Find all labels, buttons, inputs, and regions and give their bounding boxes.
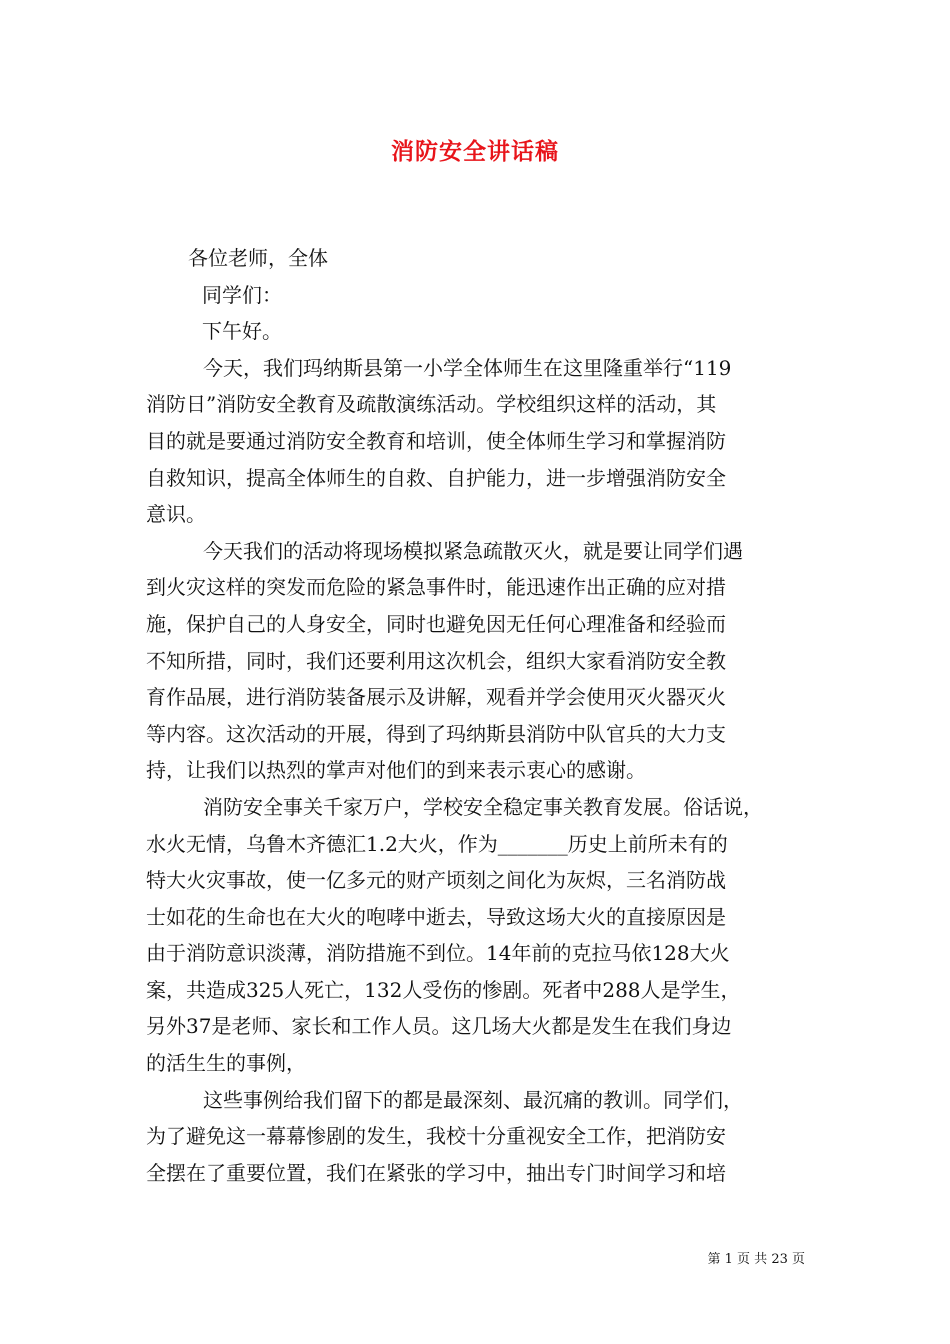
paragraph-line: 今天，我们玛纳斯县第一小学全体师生在这里隆重举行“119 bbox=[203, 355, 732, 380]
document-body bbox=[146, 240, 811, 1191]
paragraph-line: 育作品展，进行消防装备展示及讲解，观看并学会使用灭火器灭火 bbox=[146, 685, 726, 710]
paragraph-line: 意识。 bbox=[146, 502, 206, 527]
paragraph-line: 另外37是老师、家长和工作人员。这几场大火都是发生在我们身边 bbox=[146, 1014, 732, 1039]
paragraph-line: 全摆在了重要位置，我们在紧张的学习中，抽出专门时间学习和培 bbox=[146, 1160, 726, 1185]
paragraph-line: 到火灾这样的突发而危险的紧急事件时，能迅速作出正确的应对措 bbox=[146, 575, 726, 600]
paragraph-line: 水火无情，乌鲁木齐德汇1.2大火，作为_______历史上前所未有的 bbox=[146, 831, 728, 856]
document-title: 消防安全讲话稿 bbox=[391, 138, 559, 165]
paragraph-line: 士如花的生命也在大火的咆哮中逝去，导致这场大火的直接原因是 bbox=[146, 904, 726, 929]
paragraph-line: 消防安全事关千家万户，学校安全稳定事关教育发展。俗话说， bbox=[203, 794, 763, 819]
paragraph-line: 目的就是要通过消防安全教育和培训，使全体师生学习和掌握消防 bbox=[146, 428, 726, 453]
paragraph-line: 不知所措，同时，我们还要利用这次机会，组织大家看消防安全教 bbox=[146, 648, 726, 673]
paragraph-line: 这些事例给我们留下的都是最深刻、最沉痛的教训。同学们， bbox=[203, 1087, 743, 1112]
paragraph-line: 特大火灾事故，使一亿多元的财产顷刻之间化为灰烬，三名消防战 bbox=[146, 868, 726, 893]
paragraph-line: 等内容。这次活动的开展，得到了玛纳斯县消防中队官兵的大力支 bbox=[146, 721, 726, 746]
paragraph-line: 消防日”消防安全教育及疏散演练活动。学校组织这样的活动，其 bbox=[146, 392, 717, 417]
greeting-line: 各位老师，全体 bbox=[188, 246, 328, 270]
paragraph-line: 施，保护自己的人身安全，同时也避免因无任何心理准备和经验而 bbox=[146, 611, 726, 636]
paragraph-line: 今天我们的活动将现场模拟紧急疏散灭火，就是要让同学们遇 bbox=[203, 538, 743, 563]
paragraph-line: 持，让我们以热烈的掌声对他们的到来表示衷心的感谢。 bbox=[146, 758, 646, 783]
paragraph-line: 自救知识，提高全体师生的自救、自护能力，进一步增强消防安全 bbox=[146, 465, 726, 490]
paragraph-line: 案，共造成325人死亡，132人受伤的惨剧。死者中288人是学生， bbox=[146, 977, 741, 1002]
greeting-line: 下午好。 bbox=[202, 319, 282, 344]
greeting-line: 同学们： bbox=[202, 282, 282, 307]
paragraph-line: 为了避免这一幕幕惨剧的发生，我校十分重视安全工作，把消防安 bbox=[146, 1124, 726, 1149]
paragraph-line: 由于消防意识淡薄，消防措施不到位。14年前的克拉马依128大火 bbox=[146, 941, 730, 966]
page-number: 第 1 页 共 23 页 bbox=[707, 1252, 805, 1267]
paragraph-line: 的活生生的事例， bbox=[146, 1051, 306, 1076]
